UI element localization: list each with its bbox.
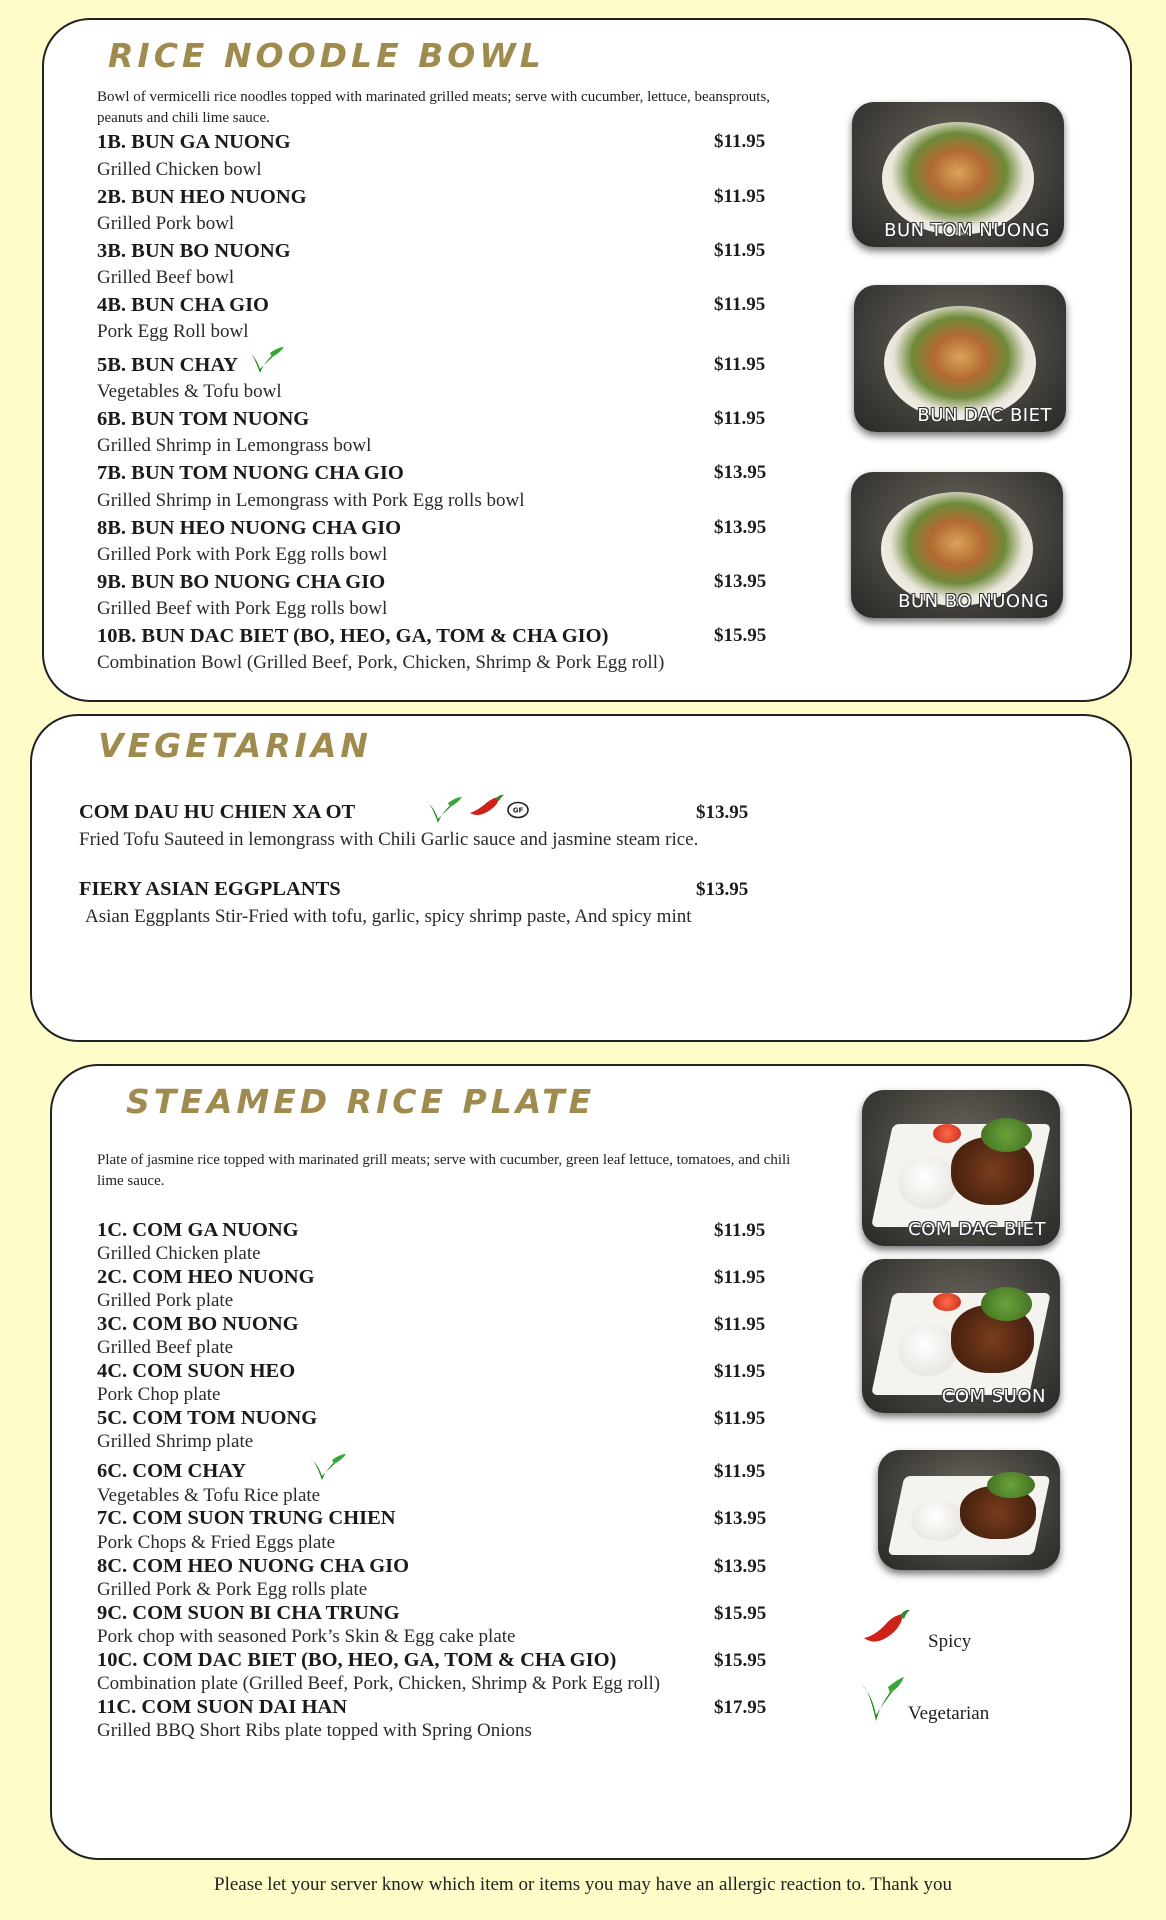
menu-item-description: Vegetables & Tofu Rice plate (97, 1485, 321, 1506)
menu-item-description: Combination Bowl (Grilled Beef, Pork, Chicken, Shrimp & Pork Egg roll) (97, 652, 665, 673)
section-title-vegetarian: VEGETARIAN (98, 726, 373, 765)
vegetarian-leaf-icon (308, 1452, 348, 1482)
menu-item-price: $11.95 (714, 186, 766, 207)
menu-item-price: $15.95 (714, 625, 767, 646)
menu-item-description: Grilled Pork with Pork Egg rolls bowl (97, 544, 388, 565)
menu-item-price: $11.95 (714, 1314, 766, 1335)
menu-item-name: 4C. COM SUON HEO (97, 1360, 296, 1382)
menu-item-description: Grilled Chicken plate (97, 1243, 261, 1264)
menu-item-description: Grilled Beef with Pork Egg rolls bowl (97, 598, 388, 619)
food-photo-bun-tom-nuong (852, 102, 1064, 247)
photo-caption: BUN DAC BIET (917, 405, 1052, 426)
legend-vegetarian-label: Vegetarian (908, 1703, 990, 1724)
menu-item-name: 8C. COM HEO NUONG CHA GIO (97, 1555, 410, 1577)
vegetarian-leaf-icon (860, 1675, 906, 1723)
chili-pepper-icon (860, 1608, 912, 1650)
menu-item-price: $11.95 (714, 354, 766, 375)
menu-item-name: 5C. COM TOM NUONG (97, 1407, 318, 1429)
menu-item-name: 9C. COM SUON BI CHA TRUNG (97, 1602, 400, 1624)
photo-caption: COM SUON (941, 1386, 1046, 1407)
menu-item-name: 3C. COM BO NUONG (97, 1313, 299, 1335)
gluten-free-badge-label: GF (512, 806, 524, 815)
menu-item-name: COM DAU HU CHIEN XA OT (79, 801, 356, 823)
menu-item-description: Pork Egg Roll bowl (97, 321, 249, 342)
menu-item-description: Combination plate (Grilled Beef, Pork, Chicken, Shrimp & Pork Egg roll) (97, 1673, 661, 1694)
menu-item-name: 2C. COM HEO NUONG (97, 1266, 315, 1288)
menu-item-price: $13.95 (714, 1556, 767, 1577)
menu-item-description: Fried Tofu Sauteed in lemongrass with Chili Garlic sauce and jasmine steam rice. (79, 829, 699, 850)
photo-caption: COM DAC BIET (908, 1219, 1046, 1240)
menu-item-price: $11.95 (714, 1408, 766, 1429)
menu-item-name: 7B. BUN TOM NUONG CHA GIO (97, 462, 404, 484)
menu-item-price: $11.95 (714, 1220, 766, 1241)
menu-item-price: $15.95 (714, 1603, 767, 1624)
menu-item-description: Grilled Shrimp in Lemongrass with Pork Egg rolls bowl (97, 490, 525, 511)
food-photo-short-ribs (878, 1450, 1060, 1570)
menu-item-name: 5B. BUN CHAY (97, 354, 239, 376)
menu-item-name: 11C. COM SUON DAI HAN (97, 1696, 347, 1718)
menu-item-price: $17.95 (714, 1697, 767, 1718)
menu-item-price: $11.95 (714, 1461, 766, 1482)
menu-item-description: Grilled Beef plate (97, 1337, 234, 1358)
menu-item-name: 9B. BUN BO NUONG CHA GIO (97, 571, 386, 593)
chili-pepper-icon (466, 793, 506, 821)
food-photo-bun-dac-biet (854, 285, 1066, 432)
menu-item-name: 1C. COM GA NUONG (97, 1219, 299, 1241)
photo-caption: BUN TOM NUONG (884, 220, 1050, 241)
section-title-rice-noodle-bowl: RICE NOODLE BOWL (108, 36, 545, 75)
menu-item-description: Pork Chops & Fried Eggs plate (97, 1532, 336, 1553)
menu-item-price: $11.95 (714, 240, 766, 261)
gluten-free-badge-icon (506, 801, 530, 819)
menu-item-price: $13.95 (714, 1508, 767, 1529)
menu-item-price: $11.95 (714, 1361, 766, 1382)
menu-item-name: 3B. BUN BO NUONG (97, 240, 291, 262)
menu-item-name: 7C. COM SUON TRUNG CHIEN (97, 1507, 396, 1529)
menu-item-description: Asian Eggplants Stir-Fried with tofu, garlic, spicy shrimp paste, And spicy mint (85, 906, 692, 927)
menu-item-name: 4B. BUN CHA GIO (97, 294, 269, 316)
rice-noodle-bowl-intro: Bowl of vermicelli rice noodles topped with marinated grilled meats; serve with cucumber, lettuce, beansprouts, peanuts and chili lime sauce. (97, 89, 770, 126)
menu-item-name: 10B. BUN DAC BIET (BO, HEO, GA, TOM & CHA GIO) (97, 625, 609, 647)
menu-item-description: Grilled BBQ Short Ribs plate topped with Spring Onions (97, 1720, 532, 1741)
food-photo-com-dac-biet (862, 1090, 1060, 1246)
menu-item-name: 6C. COM CHAY (97, 1460, 247, 1482)
allergy-notice: Please let your server know which item or items you may have an allergic reaction to. Thank you (214, 1874, 952, 1895)
menu-item-price: $13.95 (714, 571, 767, 592)
menu-item-description: Vegetables & Tofu bowl (97, 381, 282, 402)
menu-item-price: $11.95 (714, 294, 766, 315)
menu-item-price: $11.95 (714, 1267, 766, 1288)
legend-spicy-label: Spicy (928, 1631, 972, 1652)
menu-item-price: $13.95 (714, 517, 767, 538)
menu-item-price: $11.95 (714, 131, 766, 152)
menu-item-description: Pork Chop plate (97, 1384, 221, 1405)
menu-item-description: Grilled Shrimp in Lemongrass bowl (97, 435, 372, 456)
menu-item-price: $13.95 (696, 802, 749, 823)
menu-item-name: 6B. BUN TOM NUONG (97, 408, 310, 430)
menu-item-name: FIERY ASIAN EGGPLANTS (79, 878, 341, 900)
menu-item-price: $11.95 (714, 408, 766, 429)
section-title-steamed-rice-plate: STEAMED RICE PLATE (126, 1082, 596, 1121)
menu-item-price: $15.95 (714, 1650, 767, 1671)
food-photo-com-suon (862, 1259, 1060, 1413)
menu-item-name: 10C. COM DAC BIET (BO, HEO, GA, TOM & CHA GIO) (97, 1649, 617, 1671)
food-photo-bun-bo-nuong (851, 472, 1063, 618)
menu-item-description: Pork chop with seasoned Pork’s Skin & Egg cake plate (97, 1626, 516, 1647)
menu-item-description: Grilled Chicken bowl (97, 159, 262, 180)
menu-item-description: Grilled Pork & Pork Egg rolls plate (97, 1579, 368, 1600)
menu-item-description: Grilled Beef bowl (97, 267, 235, 288)
menu-item-name: 2B. BUN HEO NUONG (97, 186, 307, 208)
menu-item-price: $13.95 (696, 879, 749, 900)
steamed-rice-plate-intro: Plate of jasmine rice topped with marinated grill meats; serve with cucumber, green leaf lettuce, tomatoes, and chili lime sauce. (97, 1152, 791, 1189)
menu-item-name: 1B. BUN GA NUONG (97, 131, 291, 153)
menu-item-price: $13.95 (714, 462, 767, 483)
vegetarian-leaf-icon (424, 795, 464, 825)
menu-item-description: Grilled Pork plate (97, 1290, 234, 1311)
menu-item-description: Grilled Shrimp plate (97, 1431, 254, 1452)
photo-caption: BUN BO NUONG (898, 591, 1049, 612)
vegetarian-leaf-icon (246, 345, 286, 375)
menu-item-description: Grilled Pork bowl (97, 213, 235, 234)
menu-item-name: 8B. BUN HEO NUONG CHA GIO (97, 517, 402, 539)
